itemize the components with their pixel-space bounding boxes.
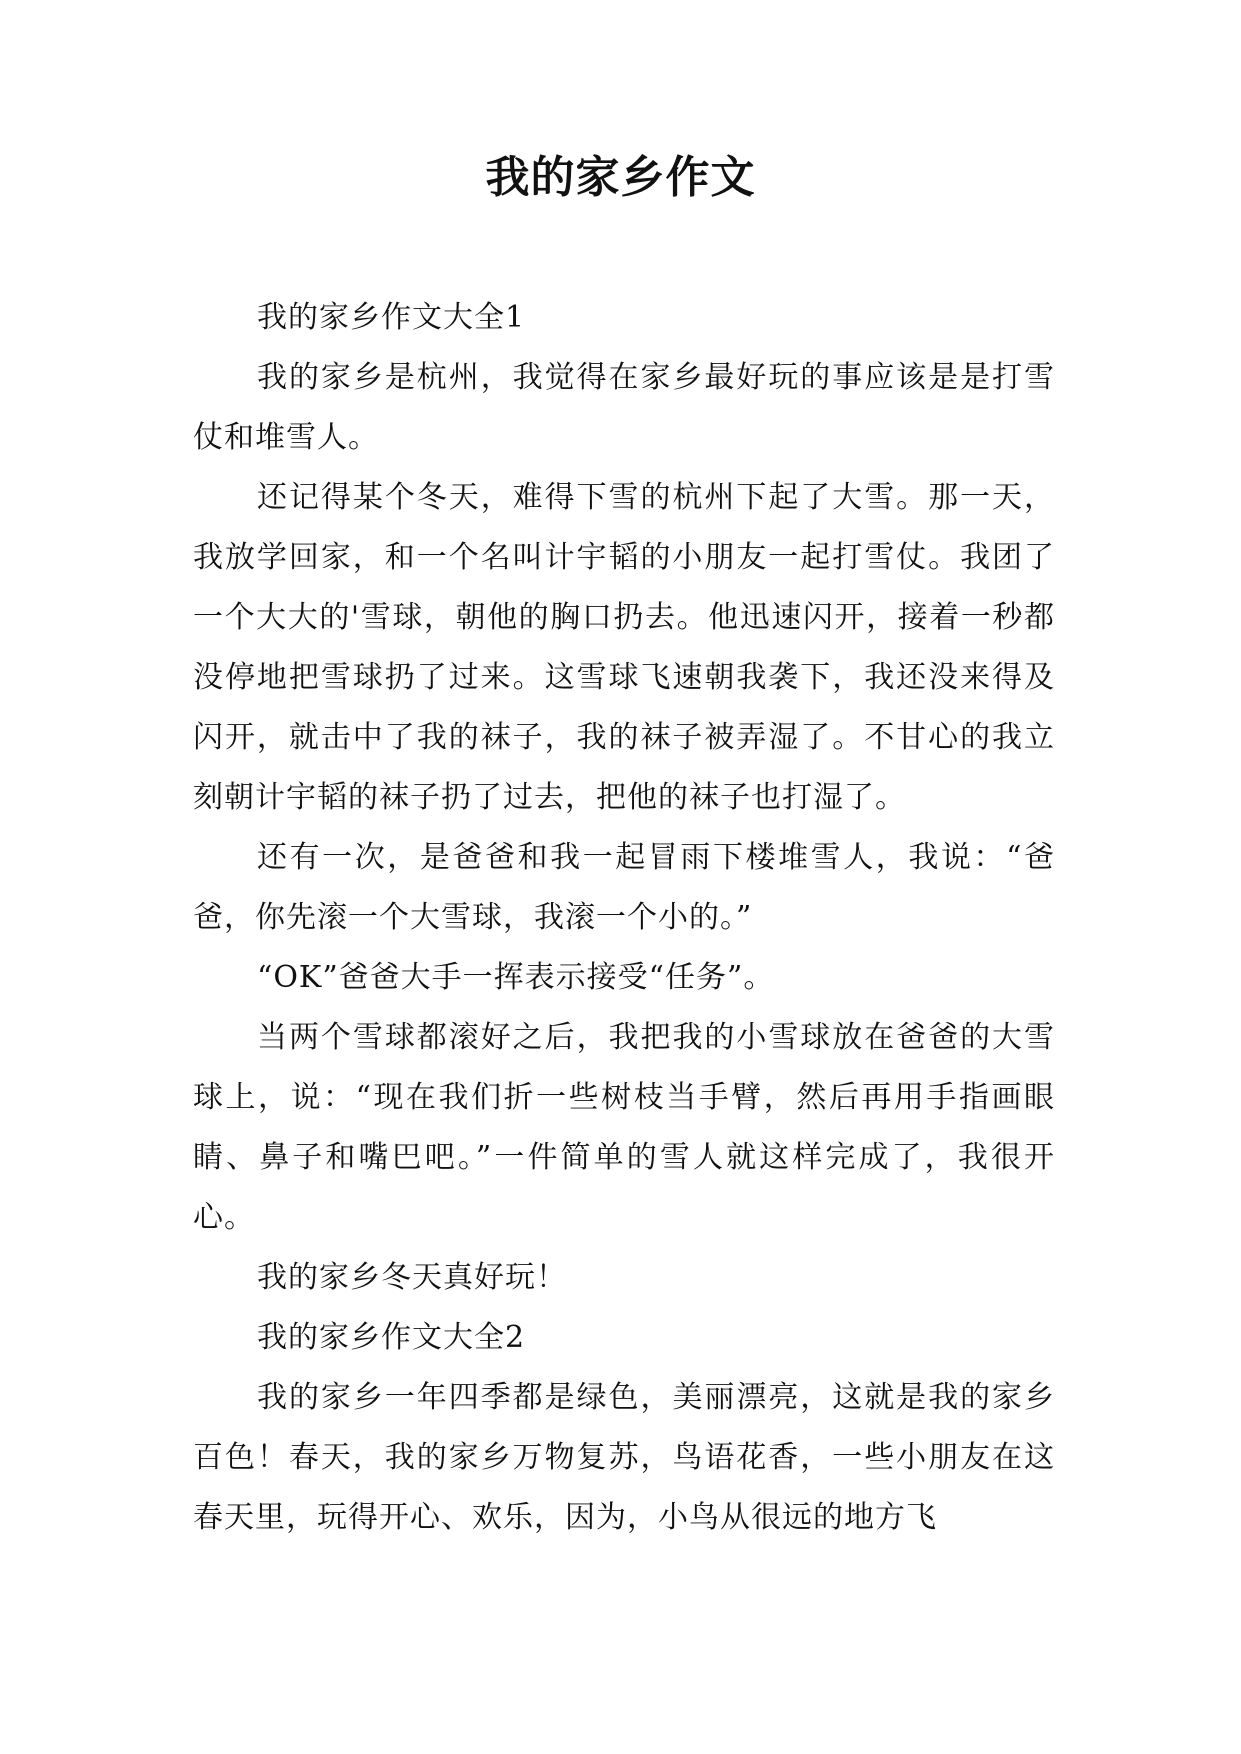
document-body [193, 288, 1055, 1548]
paragraph: 还有一次，是爸爸和我一起冒雨下楼堆雪人，我说：“爸爸，你先滚一个大雪球，我滚一个小的。” [193, 840, 1055, 935]
section-heading: 我的家乡作文大全1 [257, 300, 526, 335]
paragraph: 我的家乡一年四季都是绿色，美丽漂亮，这就是我的家乡百色！春天，我的家乡万物复苏，鸟语花香，一些小朋友在这春天里，玩得开心、欢乐，因为，小鸟从很远的地方飞 [193, 1380, 1055, 1535]
page-title: 我的家乡作文 [485, 152, 756, 203]
paragraph: 当两个雪球都滚好之后，我把我的小雪球放在爸爸的大雪球上，说：“现在我们折一些树枝当手臂，然后再用手指画眼睛、鼻子和嘴巴吧。”一件简单的雪人就这样完成了，我很开心。 [193, 1020, 1055, 1235]
paragraph: 我的家乡冬天真好玩！ [257, 1260, 567, 1295]
paragraph: “OK”爸爸大手一挥表示接受“任务”。 [257, 960, 775, 995]
paragraph: 我的家乡是杭州，我觉得在家乡最好玩的事应该是是打雪仗和堆雪人。 [193, 360, 1055, 455]
section-heading: 我的家乡作文大全2 [257, 1320, 526, 1355]
paragraph: 还记得某个冬天，难得下雪的杭州下起了大雪。那一天，我放学回家，和一个名叫计宇韬的小朋友一起打雪仗。我团了一个大大的'雪球，朝他的胸口扔去。他迅速闪开，接着一秒都没停地把雪球扔了过来。这雪球飞速朝我袭下，我还没来得及闪开，就击中了我的袜子，我的袜子被弄湿了。不甘心的我立刻朝计宇韬的袜子扔了过去，把他的袜子也打湿了。 [193, 480, 1055, 815]
